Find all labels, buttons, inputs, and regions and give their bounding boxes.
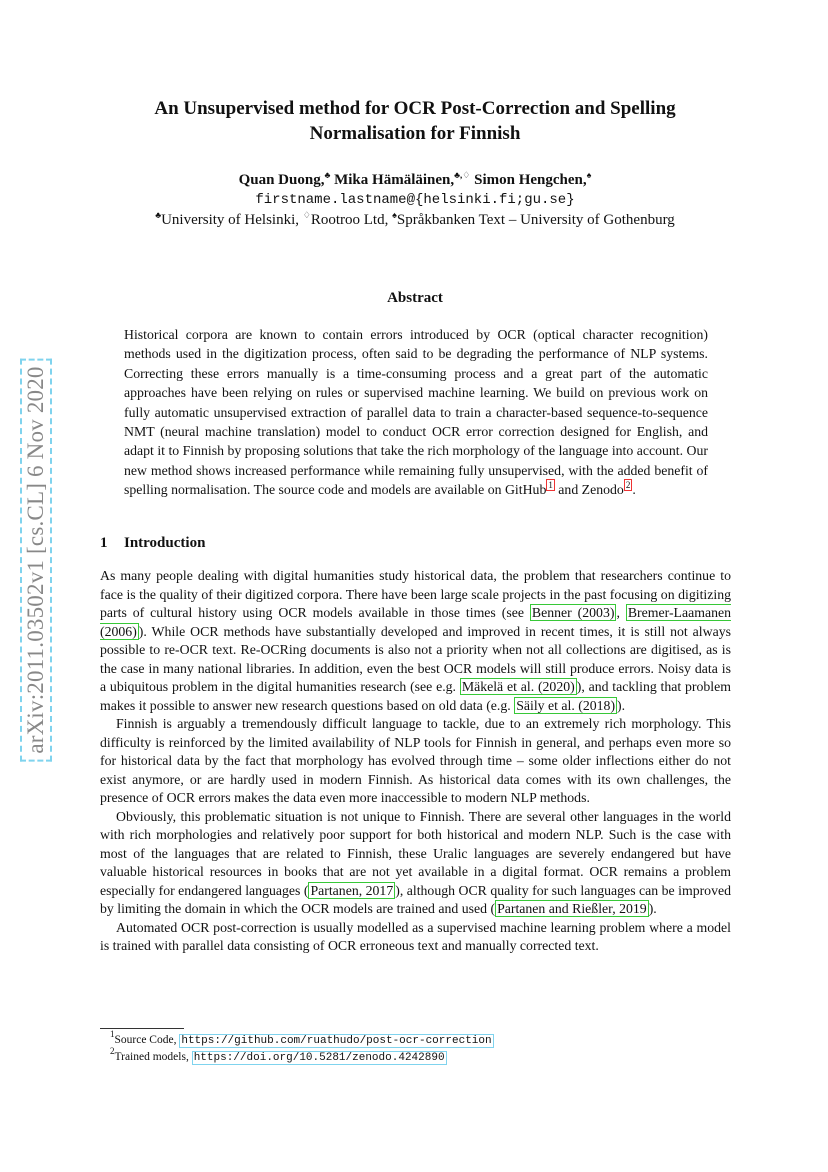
- section-heading: [100, 535, 205, 552]
- paragraph-2: Finnish is arguably a tremendously difficult language to tackle, due to an extremely rich morphology. This difficulty is reinforced by the limited availability of NLP tools for Finnish in general, and perhaps even more so for historical data by the fact that morphology has evolved through time – some older inflections either do not exist anymore, or are hardly used in modern Finnish. As historical data comes with its own challenges, the presence of OCR errors makes the data even more inaccessible to modern NLP methods.: [100, 716, 731, 805]
- p1-text-3: ). While OCR methods have substantially developed and improved in recent times, it is still not always possible to re-OCR text. Re-OCRing documents is also not a priority when not all collections are digitised, as is the case in many national libraries. In addition, even the best OCR models will still produce errors. Noisy data is a ubiquitous problem in the digital humanities research (see e.g.: [100, 623, 731, 694]
- footnote-2-link[interactable]: https://doi.org/10.5281/zenodo.4242890: [193, 1052, 445, 1064]
- footnote-1: [110, 1029, 494, 1049]
- body-text: [100, 567, 731, 956]
- title-line-1: An Unsupervised method for OCR Post-Correction and Spelling: [154, 98, 676, 119]
- author-2: Mika Hämäläinen,: [330, 172, 455, 188]
- citation-partanen-2017[interactable]: Partanen, 2017: [310, 882, 394, 898]
- arxiv-identifier-text: arXiv:2011.03502v1 [cs.CL] 6 Nov 2020: [20, 358, 52, 761]
- footnote-2-mark: 2: [110, 1046, 115, 1056]
- footnote-1-mark: 1: [110, 1029, 115, 1039]
- paragraph-1: [100, 567, 731, 715]
- abstract-text: Historical corpora are known to contain errors introduced by OCR (optical character recognition) methods used in the digitization process, often said to be degrading the performance of NLP systems. Correcting these errors manually is a time-consuming process and a great part of the automatic approaches have been relying on rules or supervised machine learning. We build on previous work on fully automatic unsupervised extraction of parallel data to train a character-based sequence-to-sequence NMT (neural machine translation) model to conduct OCR error correction designed for English, and adapt it to Finnish by proposing solutions that take the rich morphology of the language into account. Our new method shows increased performance while remaining fully unsupervised, with the added benefit of spelling normalisation. The source code and models are available on GitHub: [124, 327, 708, 498]
- affil-mark-3: ♠: [392, 210, 397, 220]
- abstract-text-mid: and Zenodo: [554, 482, 624, 498]
- author-3-mark: ♠: [586, 170, 592, 180]
- paper-title: [90, 96, 740, 146]
- affil-1: University of Helsinki,: [161, 212, 303, 228]
- paragraph-4: Automated OCR post-correction is usually modelled as a supervised machine learning problem where a model is trained with parallel data consisting of OCR erroneous text and manually corrected text.: [100, 919, 731, 953]
- paragraph-3: [100, 808, 731, 919]
- p1-text-2: ,: [616, 605, 626, 620]
- citation-bremer-laamanen[interactable]: Bremer-Laamanen (2006): [100, 605, 731, 639]
- p1-text-5: ).: [617, 697, 626, 713]
- author-list: [90, 172, 740, 189]
- p1-text-4: ), and tackling that problem makes it possible to answer new research questions based on old data (e.g.: [100, 679, 731, 713]
- author-1: Quan Duong,: [238, 172, 325, 188]
- affiliations: [90, 212, 740, 229]
- p3-text-3: ).: [648, 901, 657, 916]
- citation-saily[interactable]: Säily et al. (2018): [516, 697, 616, 713]
- p3-text-1: Obviously, this problematic situation is not unique to Finnish. There are several other languages in the world with rich morphologies and relatively poor support for both historical and modern NLP. Such is the case with most of the languages that are related to Finnish, these Uralic languages are severely endangered but have valuable historical resources in books that are not yet available in a digital format. OCR remains a problem especially for endangered languages (: [100, 808, 731, 898]
- arxiv-identifier[interactable]: [6, 270, 66, 850]
- section-number: 1: [100, 535, 108, 551]
- affil-3: Språkbanken Text – University of Gothenburg: [396, 212, 675, 228]
- footnote-2-label: Trained models,: [114, 1051, 192, 1063]
- citation-makela[interactable]: Mäkelä et al. (2020): [461, 679, 575, 694]
- citation-benner[interactable]: Benner (2003): [531, 605, 615, 620]
- author-3: Simon Hengchen,: [470, 172, 587, 188]
- author-emails: firstname.lastname@{helsinki.fi;gu.se}: [255, 192, 575, 208]
- footnote-ref-2[interactable]: 2: [625, 480, 631, 491]
- title-line-2: Normalisation for Finnish: [309, 123, 521, 144]
- abstract-text-end: .: [632, 482, 636, 498]
- footnote-2: [110, 1046, 494, 1066]
- p1-text-1: As many people dealing with digital humanities study historical data, the problem that researchers continue to face is the quality of their digitized corpora. There have been large scale projects in the past focusing on digitizing parts of cultural history using OCR models available in those times (see: [100, 568, 731, 620]
- citation-partanen-riessler[interactable]: Partanen and Rießler, 2019: [497, 901, 647, 916]
- footnote-1-link[interactable]: https://github.com/ruathudo/post-ocr-correction: [181, 1035, 492, 1047]
- footnote-ref-1[interactable]: 1: [548, 480, 553, 491]
- section-title: Introduction: [124, 535, 206, 551]
- footnote-1-label: Source Code,: [114, 1034, 180, 1046]
- abstract-body: [124, 325, 708, 500]
- affil-2: Rootroo Ltd,: [310, 212, 393, 228]
- footnotes: [110, 1029, 494, 1066]
- affil-mark-2: ♢: [302, 210, 311, 220]
- abstract-heading: Abstract: [387, 290, 443, 306]
- p3-text-2: ), although OCR quality for such languages can be improved by limiting the domain in which the OCR models are trained and used (: [100, 882, 732, 916]
- author-2-mark: ♣,♢: [454, 170, 471, 180]
- author-1-mark: ♣: [324, 170, 331, 180]
- affil-mark-1: ♣: [155, 210, 162, 220]
